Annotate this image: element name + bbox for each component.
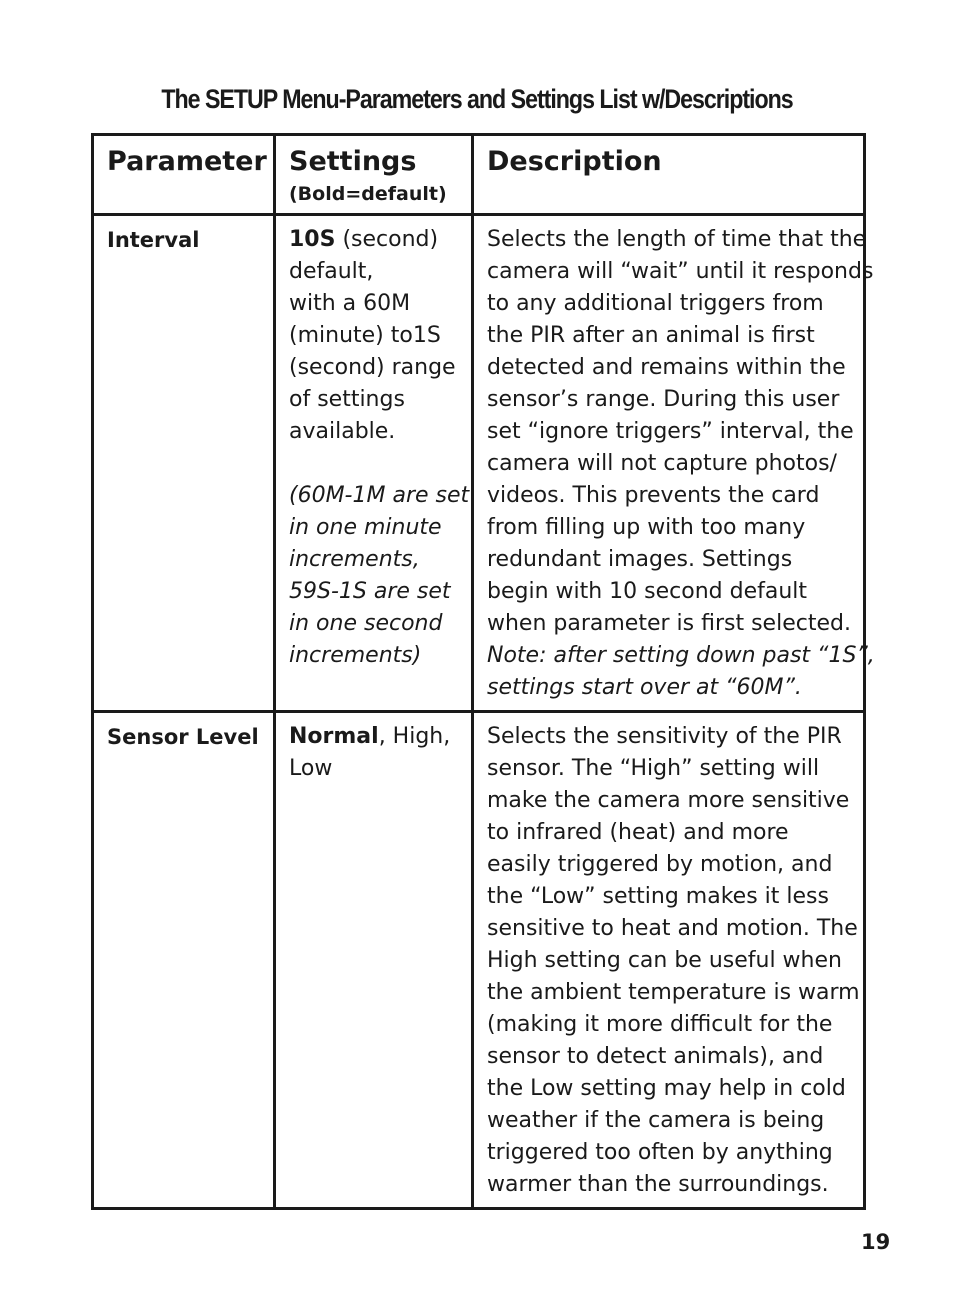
settings-line: (second) range xyxy=(289,355,456,380)
settings-default: Normal xyxy=(289,724,379,749)
settings-line: (minute) to1S xyxy=(289,323,441,348)
description-line: when parameter is first selected. xyxy=(487,611,851,636)
table-row xyxy=(93,712,865,1209)
settings-text: , High, xyxy=(378,724,451,749)
description-line: Selects the length of time that the xyxy=(487,227,867,252)
header-settings-note: (Bold=default) xyxy=(289,183,447,205)
description-line: detected and remains within the xyxy=(487,355,846,380)
page-title: The SETUP Menu-Parameters and Settings List w/Descriptions xyxy=(161,84,793,114)
settings-line: with a 60M xyxy=(289,291,411,316)
description-cell xyxy=(473,215,875,712)
header-parameter: Parameter xyxy=(107,146,267,177)
description-note-line: Note: after setting down past “1S”, xyxy=(487,643,875,668)
description-line: the “Low” setting makes it less xyxy=(487,884,829,909)
header-settings: Settings xyxy=(289,146,417,177)
settings-line: Low xyxy=(289,756,333,781)
description-line: to infrared (heat) and more xyxy=(487,820,789,845)
parameter-cell xyxy=(93,215,275,712)
settings-note-line: in one second xyxy=(289,611,443,636)
description-line: weather if the camera is being xyxy=(487,1108,825,1133)
settings-line xyxy=(289,224,461,256)
description-line: sensitive to heat and motion. The xyxy=(487,916,858,941)
settings-note-line: 59S-1S are set xyxy=(289,579,451,604)
header-cell-description xyxy=(473,135,865,215)
settings-cell xyxy=(275,712,473,1209)
description-line: videos. This prevents the card xyxy=(487,483,820,508)
settings-line: of settings xyxy=(289,387,405,412)
description-line: set “ignore triggers” interval, the xyxy=(487,419,854,444)
paragraph-gap xyxy=(289,448,461,480)
settings-note-line: in one minute xyxy=(289,515,442,540)
description-line: High setting can be useful when xyxy=(487,948,842,973)
table-row xyxy=(93,215,865,712)
description-line: easily triggered by motion, and xyxy=(487,852,833,877)
description-line: warmer than the surroundings. xyxy=(487,1172,829,1197)
description-line: the ambient temperature is warm xyxy=(487,980,860,1005)
description-line: (making it more difficult for the xyxy=(487,1012,833,1037)
description-line: make the camera more sensitive xyxy=(487,788,850,813)
settings-line xyxy=(289,721,461,753)
description-line: sensor. The “High” setting will xyxy=(487,756,820,781)
table-header-row xyxy=(93,135,865,215)
description-line: redundant images. Settings xyxy=(487,547,793,572)
description-note-line: settings start over at “60M”. xyxy=(487,675,802,700)
page-number: 19 xyxy=(861,1230,891,1254)
settings-note-line: increments) xyxy=(289,643,422,668)
parameter-name: Interval xyxy=(107,228,200,252)
description-line: from filling up with too many xyxy=(487,515,806,540)
parameter-cell xyxy=(93,712,275,1209)
description-line: triggered too often by anything xyxy=(487,1140,833,1165)
description-line: the PIR after an animal is first xyxy=(487,323,815,348)
settings-note-line: increments, xyxy=(289,547,420,572)
settings-line: available. xyxy=(289,419,396,444)
description-line: sensor’s range. During this user xyxy=(487,387,840,412)
header-description: Description xyxy=(487,146,662,177)
description-line: camera will “wait” until it responds xyxy=(487,259,874,284)
settings-cell xyxy=(275,215,473,712)
settings-table xyxy=(91,133,875,1210)
settings-line: default, xyxy=(289,259,374,284)
settings-default: 10S xyxy=(289,227,336,252)
description-line: sensor to detect animals), and xyxy=(487,1044,824,1069)
header-cell-settings xyxy=(275,135,473,215)
description-cell xyxy=(473,712,865,1209)
parameter-name: Sensor Level xyxy=(107,725,259,749)
description-line: camera will not capture photos/ xyxy=(487,451,837,476)
description-line: Selects the sensitivity of the PIR xyxy=(487,724,842,749)
header-cell-parameter xyxy=(93,135,275,215)
description-line: to any additional triggers from xyxy=(487,291,824,316)
settings-note-line: (60M-1M are set xyxy=(289,483,470,508)
description-line: begin with 10 second default xyxy=(487,579,808,604)
settings-text: (second) xyxy=(335,227,439,252)
description-line: the Low setting may help in cold xyxy=(487,1076,846,1101)
